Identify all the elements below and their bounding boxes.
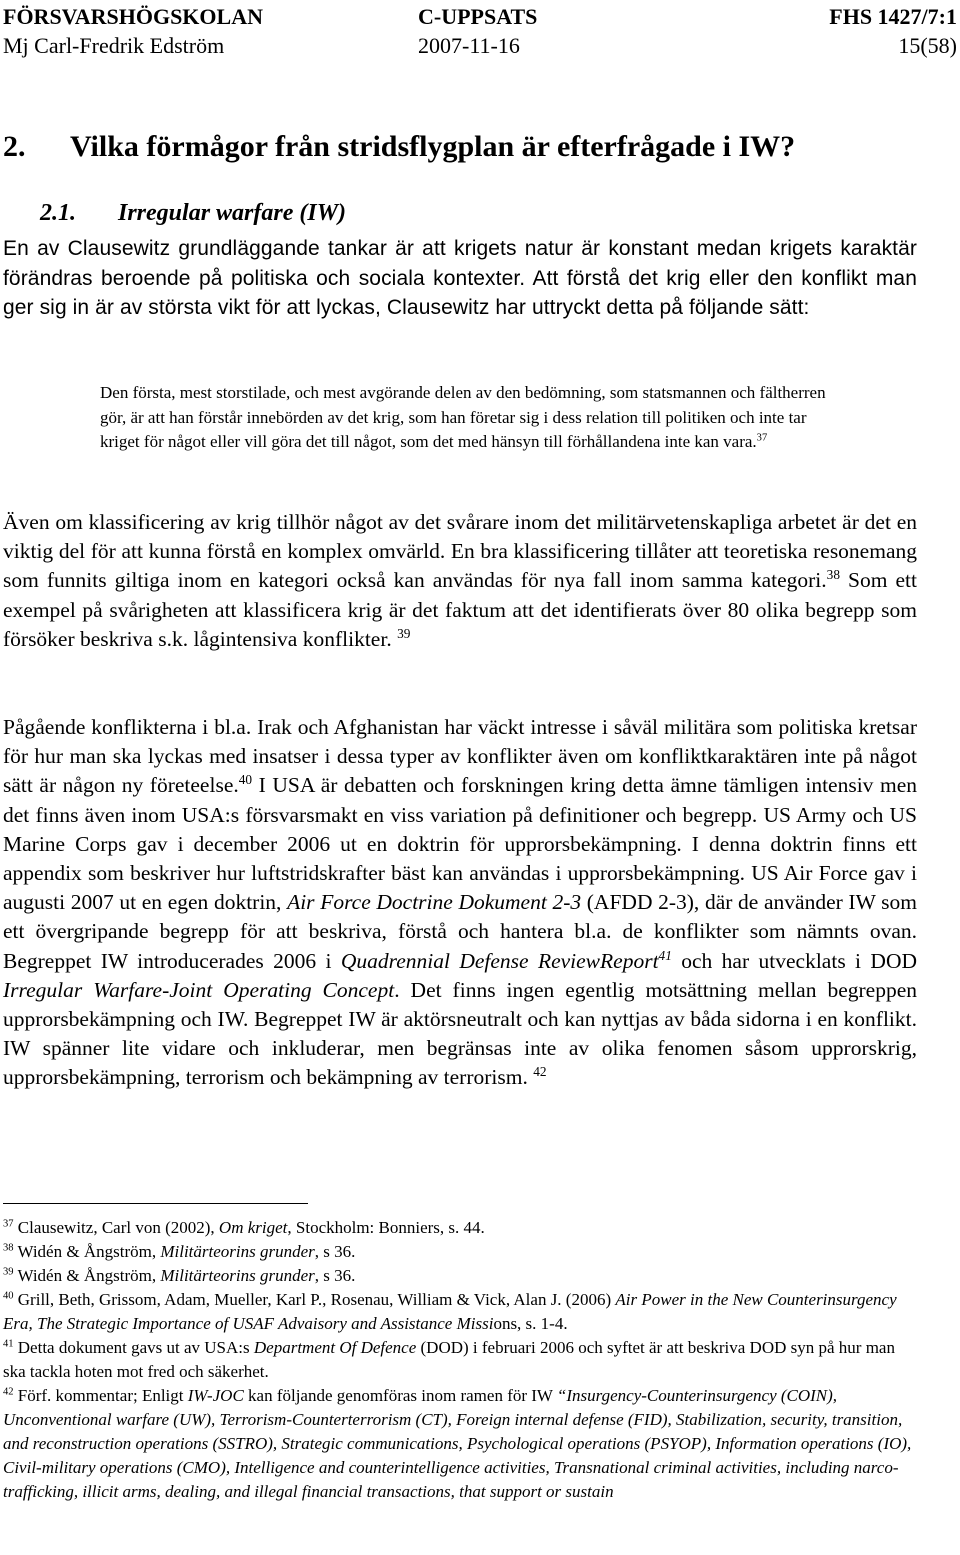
subsection-heading	[40, 199, 346, 227]
paragraph-text: Pågående konflikterna i bl.a. Irak och Afghanistan har väckt intresse i såväl militära som politiska kretsar för hur man ska lyckas med insatser i dessa typer av konflikter även om konfliktkaraktären inte på något sätt är någon ny företeelse.	[3, 715, 917, 798]
paragraph-text: Som ett exempel på svårigheten att klassificera krig är det faktum att det identifierats över 80 olika begrepp som försöker beskriva s.k. lågintensiva konflikter.	[3, 568, 917, 651]
quote-text: Den första, mest storstilade, och mest avgörande delen av den bedömning, som statsmannen och fältherren gör, är att han förstår innebörden av det krig, som han företar sig i dess relation till politiken och inte tar kriget för något eller vill göra det till något, som det med hänsyn till förhållandena inte kan vara.	[100, 383, 826, 451]
footnote-text: Förf. kommentar; Enligt	[13, 1386, 188, 1405]
paragraph-text: Även om klassificering av krig tillhör något av det svårare inom det militärvetenskapliga arbetet är det en viktig del för att kunna förstå en komplex omvärld. En bra klassificering tillåter att teoretiska resonemang som funnits giltiga inom en kategori också kan användas för nya fall inom samma kategori.	[3, 510, 917, 593]
doctrine-title: Air Force Doctrine Dokument 2-3	[287, 890, 582, 915]
footnote-number: 40	[3, 1290, 14, 1302]
footnote-italic: IW-JOC	[187, 1386, 244, 1405]
footnote-ref-41-number: 41	[658, 947, 672, 963]
footnote-38	[3, 1240, 917, 1264]
footnote-39	[3, 1264, 917, 1288]
footnote-ref-42[interactable]: 42	[533, 1064, 547, 1080]
footnote-text: Widén & Ångström,	[13, 1242, 161, 1261]
section-heading	[3, 130, 795, 164]
footnote-41	[3, 1336, 917, 1384]
footnotes	[3, 1216, 917, 1504]
section-number: 2.	[3, 130, 26, 163]
footnote-text: , s 36.	[314, 1242, 356, 1261]
paragraph-text: och har utvecklats i DOD	[671, 948, 917, 973]
footnote-text: ons, s. 1-4.	[493, 1314, 568, 1333]
footnote-text: Grill, Beth, Grissom, Adam, Mueller, Karl P., Rosenau, William & Vick, Alan J. (2006)	[13, 1290, 616, 1309]
paragraph-text: . Det finns ingen egentlig motsättning mellan begreppen upprorsbekämpning och IW. Begreppet IW är aktörsneutralt och kan nyttjas av båda sidorna i en konflikt. IW spänner lite vidare och inkluderar, men begränsas inte av olika fenomen såsom upprorskrig, upprorsbekämpning, terrorism och bekämpning av terrorism.	[3, 977, 917, 1090]
header-author: Mj Carl-Fredrik Edström	[3, 33, 225, 58]
paragraph-text: I USA är debatten och forskningen kring detta ämne tämligen intensiv men det finns även inom USA:s försvarsmakt en viss variation på definitioner och begrepp. US Army och US Marine Corps gav i december 2006 ut en doktrin för upprorsbekämpning. I denna doktrin finns ett appendix som beskriver hur luftstridskrafter bäst kan användas i upprorsbekämpning. US Air Force gav i augusti 2007 ut en egen doktrin,	[3, 773, 918, 915]
paragraph-conflicts	[3, 713, 917, 1093]
footnote-number: 42	[3, 1386, 14, 1398]
concept-title: Irregular Warfare-Joint Operating Concept	[3, 977, 395, 1002]
header-page-number: 15(58)	[898, 33, 957, 58]
header-ref: FHS 1427/7:1	[829, 4, 957, 29]
footnote-number: 38	[3, 1242, 14, 1254]
footnote-italic: Militärteorins grunder	[160, 1242, 315, 1261]
footnote-ref-41[interactable]	[659, 947, 672, 962]
footnote-italic: Department Of Defence	[253, 1338, 417, 1357]
footnote-number: 41	[3, 1338, 14, 1350]
footnote-ref-37[interactable]: 37	[756, 432, 768, 444]
footnote-text: kan följande genomföras inom ramen för IW	[243, 1386, 557, 1405]
footnote-text: Widén & Ångström,	[13, 1266, 161, 1285]
footnote-ref-39[interactable]: 39	[397, 625, 411, 641]
footnote-40	[3, 1288, 917, 1336]
section-title: Vilka förmågor från stridsflygplan är efterfrågade i IW?	[70, 130, 796, 163]
footnote-text: , s 36.	[314, 1266, 356, 1285]
footnote-italic: “Insurgency-Counterinsurgency (COIN), Unconventional warfare (UW), Terrorism-Counterterrorism (CT), Foreign internal defense (FID), Stabilization, security, transition, and reconstruction operations (SSTRO), Strategic communications, Psychological operations (PSYOP), Information operations (IO), Civil-military operations (CMO), Intelligence and counterintelligence activities, Transnational criminal activities, including narco-trafficking, illicit arms, dealing, and illegal financial transactions, that support or sustain	[3, 1386, 912, 1501]
footnote-text: Detta dokument gavs ut av USA:s	[13, 1338, 254, 1357]
footnote-number: 39	[3, 1266, 14, 1278]
footnote-37	[3, 1216, 917, 1240]
running-header-bottom	[3, 34, 957, 58]
paragraph-text: (AFDD 2-3), där de använder IW som ett övergripande begrepp för att beskriva, förstå och hantera bl.a. de konflikter som nämnts ovan. Begreppet IW introducerades 2006 i	[3, 890, 917, 973]
footnote-italic: Militärteorins grunder	[160, 1266, 315, 1285]
running-header-top	[3, 5, 957, 29]
footnote-ref-40[interactable]: 40	[238, 772, 253, 788]
header-doc-type: C-UPPSATS	[418, 4, 538, 29]
paragraph-intro: En av Clausewitz grundläggande tankar är att krigets natur är konstant medan krigets karaktär förändras beroende på politiska och sociala kontexter. Att förstå det krig eller den konflikt man ger sig in är av största vikt för att lyckas, Clausewitz har uttryckt detta på följande sätt:	[3, 237, 917, 319]
footnote-ref-38[interactable]: 38	[826, 567, 840, 583]
subsection-title: Irregular warfare (IW)	[118, 200, 347, 226]
footnote-42	[3, 1384, 917, 1504]
footnote-text: (DOD) i februari 2006 och syftet är att beskriva DOD syn på hur man ska tackla hoten mot fred och säkerhet.	[3, 1338, 895, 1381]
footnote-italic: Om kriget	[218, 1218, 288, 1237]
paragraph-classification	[3, 508, 917, 654]
footnote-text: Clausewitz, Carl von (2002),	[13, 1218, 219, 1237]
footnote-number: 37	[3, 1218, 14, 1230]
header-school: FÖRSVARSHÖGSKOLAN	[3, 4, 263, 29]
report-title: Quadrennial Defense ReviewReport	[340, 948, 659, 973]
footnote-separator	[3, 1203, 308, 1204]
block-quote	[100, 381, 840, 455]
header-date: 2007-11-16	[418, 33, 520, 58]
footnote-text: , Stockholm: Bonniers, s. 44.	[287, 1218, 485, 1237]
subsection-number: 2.1.	[40, 200, 76, 226]
footnote-italic: Air Power in the New Counterinsurgency Era, The Strategic Importance of USAF Advaisory and Assistance Missi	[3, 1290, 897, 1333]
